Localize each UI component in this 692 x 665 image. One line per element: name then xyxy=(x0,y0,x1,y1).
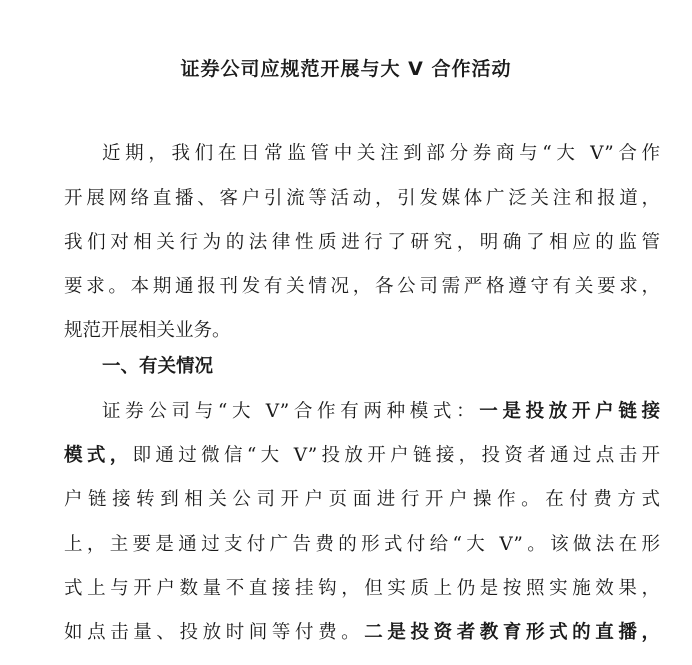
paragraph1-line5: 规范开展相关业务。 xyxy=(64,320,231,341)
paragraph2-line4: 上，主要是通过支付广告费的形式付给“大 V”。该做法在形 xyxy=(64,534,660,555)
paragraph2-line6 xyxy=(64,618,660,648)
p2-l1-text: 证券公司与“大 V”合作有两种模式： xyxy=(102,401,480,422)
paragraph2-line1 xyxy=(102,397,660,427)
paragraph1-line1: 近期，我们在日常监管中关注到部分券商与“大 V”合作 xyxy=(102,143,660,164)
paragraph1-line4: 要求。本期通报刊发有关情况，各公司需严格遵守有关要求， xyxy=(64,276,660,297)
p2-l6-bold: 二是投资者教育形式的直播， xyxy=(364,622,660,643)
paragraph1-line2: 开展网络直播、客户引流等活动，引发媒体广泛关注和报道， xyxy=(64,188,660,209)
p2-l1-bold: 一是投放开户链接 xyxy=(479,401,660,422)
paragraph2-line3: 户链接转到相关公司开户页面进行开户操作。在付费方式 xyxy=(64,489,660,510)
p2-l6-text: 如点击量、投放时间等付费。 xyxy=(64,622,365,643)
p2-l2-text: 即通过微信“大 V”投放开户链接，投资者通过点击开 xyxy=(132,445,660,466)
section-heading: 一、有关情况 xyxy=(102,356,214,377)
paragraph1-line3: 我们对相关行为的法律性质进行了研究，明确了相应的监管 xyxy=(64,232,660,253)
p2-l2-bold: 模式， xyxy=(64,445,133,466)
paragraph2-line5: 式上与开户数量不直接挂钩，但实质上仍是按照实施效果， xyxy=(64,578,660,599)
paragraph2-line2 xyxy=(64,441,660,471)
document-title: 证券公司应规范开展与大 V 合作活动 xyxy=(180,58,512,80)
